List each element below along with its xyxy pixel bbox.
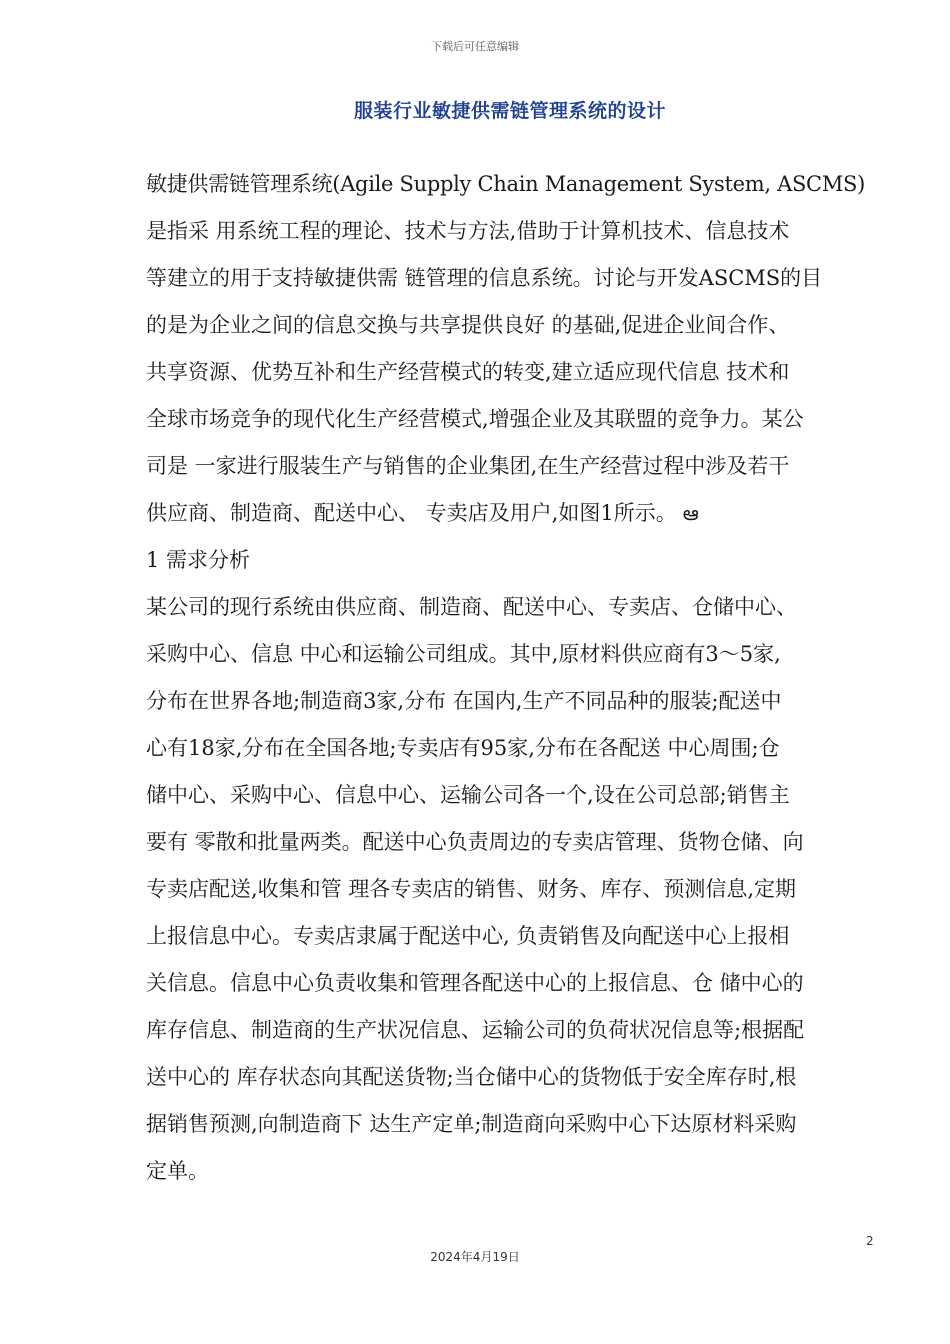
text-line: 上报信息中心。专卖店隶属于配送中心, 负责销售及向配送中心上报相 [146, 924, 790, 948]
text-line: 敏捷供需链管理系统(Agile Supply Chain Management System, ASCMS) [146, 172, 865, 196]
paragraph-requirements [146, 588, 876, 1199]
inline-symbol: ఆ [682, 501, 699, 525]
text-line: 的是为企业之间的信息交换与共享提供良好 的基础,促进企业间合作、 [146, 313, 790, 337]
section-heading: 1 需求分析 [146, 548, 251, 572]
text-line: 据销售预测,向制造商下 达生产定单;制造商向采购中心下达原材料采购 [146, 1112, 797, 1136]
text-line: 采购中心、信息 中心和运输公司组成。其中,原材料供应商有3～5家, [146, 642, 781, 666]
text-line-content: 供应商、制造商、配送中心、 专卖店及用户,如图1所示。 [146, 501, 677, 525]
text-line: 关信息。信息中心负责收集和管理各配送中心的上报信息、仓 储中心的 [146, 971, 804, 995]
text-line: 是指采 用系统工程的理论、技术与方法,借助于计算机技术、信息技术 [146, 219, 790, 243]
text-line: 要有 零散和批量两类。配送中心负责周边的专卖店管理、货物仓储、向 [146, 830, 804, 854]
text-line: 共享资源、优势互补和生产经营模式的转变,建立适应现代信息 技术和 [146, 360, 790, 384]
text-line: 专卖店配送,收集和管 理各专卖店的销售、财务、库存、预测信息,定期 [146, 877, 797, 901]
text-line: 司是 一家进行服装生产与销售的企业集团,在生产经营过程中涉及若干 [146, 454, 790, 478]
document-title: 服装行业敏捷供需链管理系统的设计 [353, 100, 666, 122]
page-footer-date: 2024年4月19日 [430, 1250, 520, 1264]
document-body [146, 165, 876, 1199]
text-line: 送中心的 库存状态向其配送货物;当仓储中心的货物低于安全库存时,根 [146, 1065, 797, 1089]
text-line: 分布在世界各地;制造商3家,分布 在国内,生产不同品种的服装;配送中 [146, 689, 782, 713]
paragraph-intro [146, 165, 876, 541]
text-line: 全球市场竞争的现代化生产经营模式,增强企业及其联盟的竞争力。某公 [146, 407, 804, 431]
page-header: 下载后可任意编辑 [431, 40, 519, 53]
text-line: 等建立的用于支持敏捷供需 链管理的信息系统。讨论与开发ASCMS的目 [146, 266, 823, 290]
text-line: 心有18家,分布在全国各地;专卖店有95家,分布在各配送 中心周围;仓 [146, 736, 780, 760]
text-line: 库存信息、制造商的生产状况信息、运输公司的负荷状况信息等;根据配 [146, 1018, 805, 1042]
text-line: 某公司的现行系统由供应商、制造商、配送中心、专卖店、仓储中心、 [146, 595, 797, 619]
text-line [146, 494, 876, 541]
text-line: 定单。 [146, 1159, 209, 1183]
page-number: 2 [866, 1234, 874, 1248]
text-line: 储中心、采购中心、信息中心、运输公司各一个,设在公司总部;销售主 [146, 783, 790, 807]
